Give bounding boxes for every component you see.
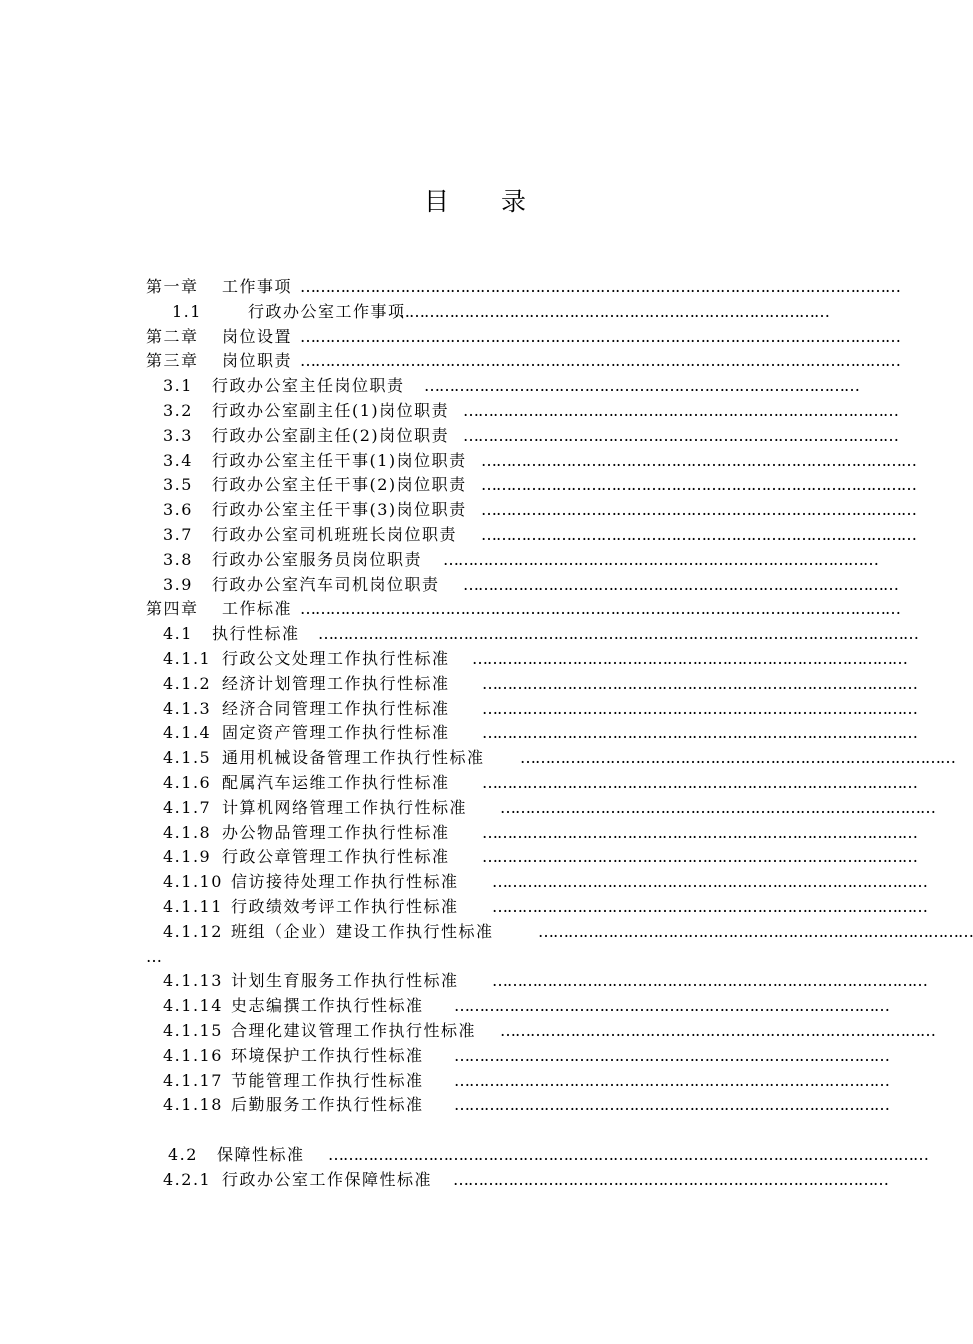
toc-leader-dots: …………………………………………………………………………………………………………	[300, 277, 900, 296]
toc-entry-number: 4.1.8	[163, 822, 212, 842]
toc-entry[interactable]	[0, 548, 950, 573]
toc-entry-title: 行政办公室副主任(2)岗位职责	[212, 425, 450, 445]
toc-entry-number: 3.9	[163, 574, 193, 594]
toc-entry[interactable]	[0, 845, 950, 870]
toc-leader-dots: ……………………………………………………………………………	[482, 822, 917, 842]
toc-entry-title: 节能管理工作执行性标准	[231, 1070, 424, 1090]
toc-entry-title: 行政绩效考评工作执行性标准	[231, 896, 459, 916]
toc-entry-title: 行政办公室主任岗位职责	[212, 376, 405, 396]
toc-entry[interactable]	[0, 746, 955, 771]
toc-entry-number: 4.1.12	[163, 921, 223, 941]
toc-entry-title: 行政办公室工作保障性标准	[222, 1169, 433, 1189]
toc-entry-number: 第一章	[146, 277, 199, 296]
toc-entry-number: 3.7	[163, 524, 193, 544]
toc-leader-dots: …………………………………………………………………………………………………………	[328, 1144, 928, 1164]
toc-entry-title: 后勤服务工作执行性标准	[231, 1095, 424, 1115]
toc-entry-number: 3.4	[163, 450, 193, 470]
toc-entry-title: 岗位设置	[222, 326, 293, 346]
toc-entry-title: 通用机械设备管理工作执行性标准	[222, 748, 485, 768]
toc-entry-title: 执行性标准	[212, 624, 300, 644]
toc-entry[interactable]	[0, 721, 950, 746]
toc-entry[interactable]	[0, 275, 950, 300]
toc-entry[interactable]	[0, 895, 950, 920]
toc-leader-dots: ……………………………………………………………………………	[454, 1045, 889, 1065]
toc-entry-title: 岗位职责	[222, 351, 293, 371]
toc-entry-title: 行政公文处理工作执行性标准	[222, 648, 450, 668]
toc-leader-dots: …………………………………………………………………………………………………………	[300, 326, 900, 346]
toc-entry-title: 行政办公室汽车司机岗位职责	[212, 574, 440, 594]
toc-entry[interactable]	[0, 1093, 950, 1118]
toc-entry-title: 行政办公室司机班班长岗位职责	[212, 524, 458, 544]
toc-entry[interactable]	[0, 622, 950, 647]
toc-leader-dots: ……………………………………………………………………………	[500, 797, 935, 817]
toc-leader-dots: ……………………………………………………………………………	[463, 574, 898, 594]
toc-entry-number: 4.1.5	[163, 748, 212, 768]
toc-leader-dots: ……………………………………………………………………………	[481, 450, 916, 470]
toc-leader-dots: ……………………………………………………………………………	[481, 500, 916, 520]
toc-leader-dots: …	[146, 946, 161, 966]
toc-leader-dots: ……………………………………………………………………………	[492, 896, 927, 916]
toc-entry-number: 第二章	[146, 326, 199, 346]
toc-entry-number: 第四章	[146, 599, 199, 619]
toc-entry-title: 行政办公室主任干事(3)岗位职责	[212, 500, 467, 520]
toc-entry[interactable]	[0, 473, 950, 498]
toc-entry-title: 行政办公室主任干事(1)岗位职责	[212, 450, 467, 470]
toc-entry-number: 3.2	[163, 400, 193, 420]
toc-entry-number: 3.5	[163, 475, 193, 495]
toc-entry[interactable]	[0, 300, 950, 325]
table-of-contents	[0, 275, 973, 1192]
toc-entry[interactable]	[0, 821, 950, 846]
toc-leader-dots: ……………………………………………………………………………	[481, 524, 916, 544]
toc-entry-number: 4.2.1	[163, 1169, 212, 1189]
toc-entry-title: 工作标准	[222, 599, 293, 619]
toc-entry[interactable]	[0, 498, 950, 523]
page-title: 目 录	[424, 187, 548, 216]
toc-entry[interactable]	[0, 597, 950, 622]
toc-entry-number: 4.2	[168, 1144, 198, 1164]
toc-entry-title: 保障性标准	[217, 1144, 305, 1164]
toc-entry[interactable]	[0, 672, 950, 697]
toc-entry-number: 4.1.7	[163, 797, 212, 817]
toc-leader-dots: ……………………………………………………………………………	[454, 996, 889, 1016]
toc-entry[interactable]	[0, 325, 950, 350]
toc-leader-dots: ……………………………………………………………………………	[538, 921, 973, 941]
toc-leader-dots: ……………………………………………………………………………	[453, 1169, 888, 1189]
toc-entry-number: 4.1.14	[163, 996, 223, 1016]
toc-leader-dots: ……………………………………………………………………………	[394, 301, 829, 321]
toc-leader-dots: ……………………………………………………………………………	[454, 1095, 889, 1115]
toc-entry-number: 4.1.13	[163, 971, 223, 991]
toc-entry-title: 计算机网络管理工作执行性标准	[222, 797, 468, 817]
toc-entry-number: 4.1.17	[163, 1070, 223, 1090]
toc-entry-number: 4.1.6	[163, 772, 212, 792]
toc-entry[interactable]	[0, 697, 950, 722]
toc-entry-title: 行政办公室主任干事(2)岗位职责	[212, 475, 467, 495]
toc-entry-number: 3.3	[163, 425, 193, 445]
toc-entry[interactable]	[0, 969, 950, 994]
toc-entry[interactable]	[0, 771, 950, 796]
toc-entry-number: 4.1.4	[163, 723, 212, 743]
toc-entry-title: 史志编撰工作执行性标准	[231, 996, 424, 1016]
toc-entry-number: 4.1	[163, 624, 193, 644]
toc-leader-dots: ……………………………………………………………………………	[472, 648, 907, 668]
toc-entry[interactable]	[0, 1019, 950, 1044]
toc-entry-number: 4.1.11	[163, 896, 223, 916]
toc-leader-dots: ……………………………………………………………………………	[424, 376, 859, 396]
toc-entry-title: 信访接待处理工作执行性标准	[231, 872, 459, 892]
toc-leader-dots: ……………………………………………………………………………	[481, 475, 916, 495]
toc-entry-title: 合理化建议管理工作执行性标准	[231, 1020, 477, 1040]
toc-entry-title: 环境保护工作执行性标准	[231, 1045, 424, 1065]
toc-leader-dots: ……………………………………………………………………………	[482, 847, 917, 867]
toc-entry-number: 3.6	[163, 500, 193, 520]
toc-leader-dots: ……………………………………………………………………………	[500, 1020, 935, 1040]
toc-entry-title: 经济计划管理工作执行性标准	[222, 673, 450, 693]
toc-entry-number: 4.1.9	[163, 847, 212, 867]
toc-entry[interactable]	[0, 1069, 950, 1094]
toc-entry-number: 1.1	[172, 301, 202, 321]
toc-leader-dots: …………………………………………………………………………………………………………	[318, 624, 918, 644]
toc-leader-dots: ……………………………………………………………………………	[454, 1070, 889, 1090]
toc-leader-dots: ……………………………………………………………………………	[443, 549, 878, 569]
toc-entry-number: 3.1	[163, 376, 193, 396]
toc-entry-title: 行政公章管理工作执行性标准	[222, 847, 450, 867]
toc-entry-continuation	[0, 945, 950, 970]
toc-entry-title: 计划生育服务工作执行性标准	[231, 971, 459, 991]
toc-leader-dots: …………………………………………………………………………………………………………	[300, 351, 900, 371]
toc-entry-title: 配属汽车运维工作执行性标准	[222, 772, 450, 792]
toc-entry[interactable]	[0, 647, 950, 672]
toc-leader-dots: ……………………………………………………………………………	[482, 698, 917, 718]
toc-entry[interactable]	[0, 870, 950, 895]
toc-leader-dots: ……………………………………………………………………………	[492, 872, 927, 892]
toc-leader-dots: …………………………………………………………………………………………………………	[300, 599, 900, 619]
toc-entry-number: 4.1.16	[163, 1045, 223, 1065]
toc-entry[interactable]	[0, 349, 950, 374]
toc-entry-number: 第三章	[146, 351, 199, 371]
toc-entry-title: 行政办公室副主任(1)岗位职责	[212, 400, 450, 420]
toc-leader-dots: ……………………………………………………………………………	[482, 772, 917, 792]
toc-entry-number: 4.1.10	[163, 872, 223, 892]
toc-entry[interactable]	[0, 449, 950, 474]
toc-entry[interactable]	[0, 399, 950, 424]
toc-entry-number: 4.1.1	[163, 648, 212, 668]
toc-leader-dots: ……………………………………………………………………………	[492, 971, 927, 991]
toc-leader-dots: ……………………………………………………………………………	[463, 400, 898, 420]
toc-entry-title: 班组（企业）建设工作执行性标准	[231, 921, 494, 941]
toc-entry-title: 行政办公室服务员岗位职责	[212, 549, 423, 569]
toc-entry-number: 4.1.3	[163, 698, 212, 718]
toc-entry[interactable]	[0, 994, 950, 1019]
section-spacer	[0, 1118, 950, 1143]
toc-entry-number: 4.1.2	[163, 673, 212, 693]
toc-entry[interactable]	[0, 796, 950, 821]
toc-entry-title: 行政办公室工作事项	[248, 301, 406, 321]
toc-entry[interactable]	[0, 920, 973, 945]
toc-leader-dots: ……………………………………………………………………………	[482, 723, 917, 743]
toc-entry[interactable]	[0, 1044, 950, 1069]
toc-entry-number: 3.8	[163, 549, 193, 569]
toc-entry[interactable]	[0, 1168, 950, 1193]
toc-entry[interactable]	[0, 424, 950, 449]
toc-entry[interactable]	[0, 523, 950, 548]
toc-entry-title: 固定资产管理工作执行性标准	[222, 723, 450, 743]
toc-entry[interactable]	[0, 1143, 950, 1168]
toc-entry-title: 工作事项	[222, 277, 293, 296]
toc-entry-title: 办公物品管理工作执行性标准	[222, 822, 450, 842]
toc-entry-number: 4.1.15	[163, 1020, 223, 1040]
toc-entry-title: 经济合同管理工作执行性标准	[222, 698, 450, 718]
toc-leader-dots: ……………………………………………………………………………	[520, 748, 955, 768]
toc-entry-number: 4.1.18	[163, 1095, 223, 1115]
toc-leader-dots: ……………………………………………………………………………	[463, 425, 898, 445]
toc-leader-dots: ……………………………………………………………………………	[482, 673, 917, 693]
toc-entry[interactable]	[0, 374, 950, 399]
toc-entry[interactable]	[0, 573, 950, 598]
